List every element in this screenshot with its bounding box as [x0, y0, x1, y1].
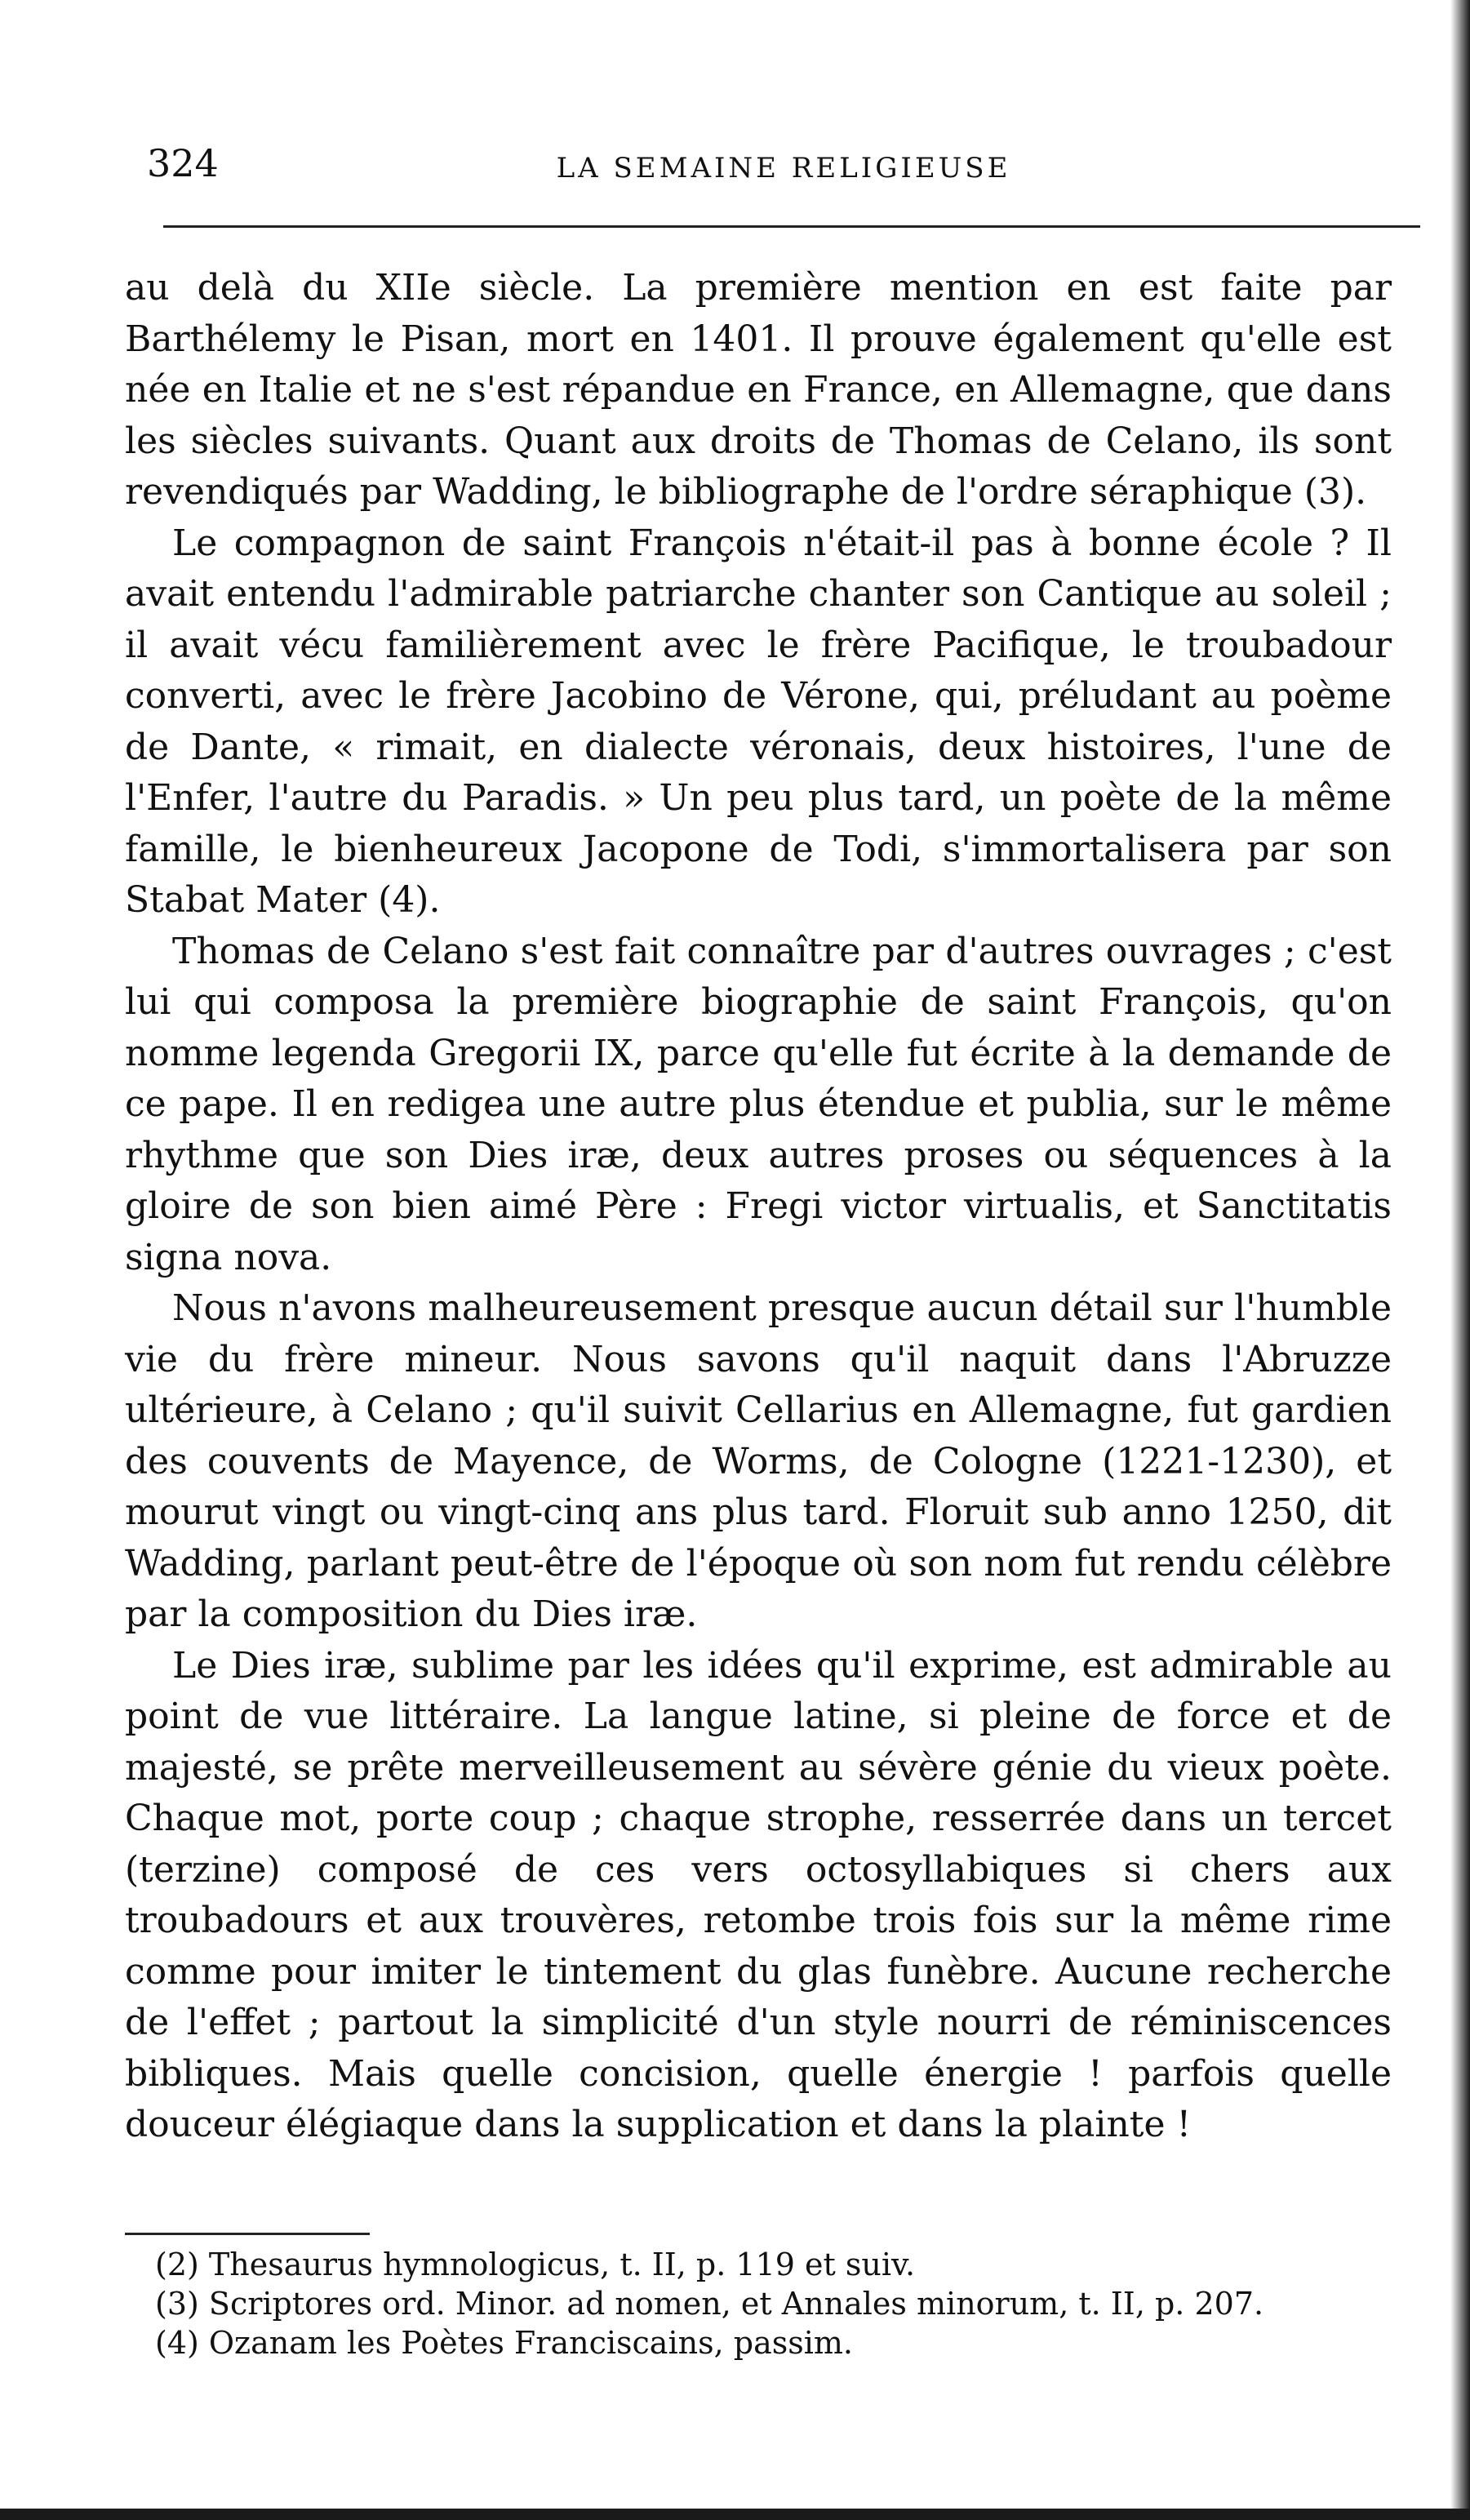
footnote-rule: [125, 2233, 370, 2235]
page-bottom-edge: [0, 2509, 1470, 2520]
paragraph-2: Le compagnon de saint François n'était-il pas à bonne école ? Il avait entendu l'admirable patriarche chanter son Cantique au soleil ; il avait vécu familièrement avec le frère Pacifique, le troubadour converti, avec le frère Jacobino de Vérone, qui, préludant au poème de Dante, « rimait, en dialecte véronais, deux histoires, l'une de l'Enfer, l'autre du Paradis. » Un peu plus tard, un poète de la même famille, le bienheureux Jacopone de Todi, s'immortalisera par son Stabat Mater (4).: [125, 522, 1392, 921]
paragraph-5: Le Dies iræ, sublime par les idées qu'il exprime, est admirable au point de vue littéraire. La langue latine, si pleine de force et de majesté, se prête merveilleusement au sévère génie du vieux poète. Chaque mot, porte coup ; chaque strophe, resserrée dans un tercet (terzine) composé de ces vers octosyllabiques si chers aux troubadours et aux trouvères, retombe trois fois sur la même rime comme pour imiter le tintement du glas funèbre. Aucune recherche de l'effet ; partout la simplicité d'un style nourri de réminiscences bibliques. Mais quelle concision, quelle énergie ! parfois quelle douceur élégiaque dans la supplication et dans la plainte !: [125, 1644, 1392, 2145]
page-header: [147, 139, 1420, 204]
paragraph-4: Nous n'avons malheureusement presque aucun détail sur l'humble vie du frère mineur. Nous savons qu'il naquit dans l'Abruzze ultérieure, à Celano ; qu'il suivit Cellarius en Allemagne, fut gardien des couvents de Mayence, de Worms, de Cologne (1221-1230), et mourut vingt ou vingt-cinq ans plus tard. Floruit sub anno 1250, dit Wadding, parlant peut-être de l'époque où son nom fut rendu célèbre par la composition du Dies iræ.: [125, 1287, 1392, 1635]
page-edge-shadow: [1450, 0, 1470, 2520]
paragraph-1: au delà du XIIe siècle. La première mention en est faite par Barthélemy le Pisan, mort en 1401. Il prouve également qu'elle est née en Italie et ne s'est répandue en France, en Allemagne, que dans les siècles suivants. Quant aux droits de Thomas de Celano, ils sont revendiqués par Wadding, le bibliographe de l'ordre séraphique (3).: [125, 267, 1392, 513]
page-number: 324: [147, 141, 219, 185]
footnote-4: (4) Ozanam les Poètes Franciscains, passim.: [155, 2325, 853, 2361]
body-text: [125, 263, 1392, 2151]
footnote-2: (2) Thesaurus hymnologicus, t. II, p. 119 et suiv.: [155, 2247, 916, 2282]
footnotes: [155, 2245, 1392, 2362]
header-rule: [163, 225, 1420, 228]
footnote-3: (3) Scriptores ord. Minor. ad nomen, et Annales minorum, t. II, p. 207.: [155, 2286, 1264, 2322]
paragraph-3: Thomas de Celano s'est fait connaître par d'autres ouvrages ; c'est lui qui composa la première biographie de saint François, qu'on nomme legenda Gregorii IX, parce qu'elle fut écrite à la demande de ce pape. Il en redigea une autre plus étendue et publia, sur le même rhythme que son Dies iræ, deux autres proses ou séquences à la gloire de son bien aimé Père : Fregi victor virtualis, et Sanctitatis signa nova.: [125, 930, 1392, 1278]
running-title: LA SEMAINE RELIGIEUSE: [556, 152, 1011, 184]
